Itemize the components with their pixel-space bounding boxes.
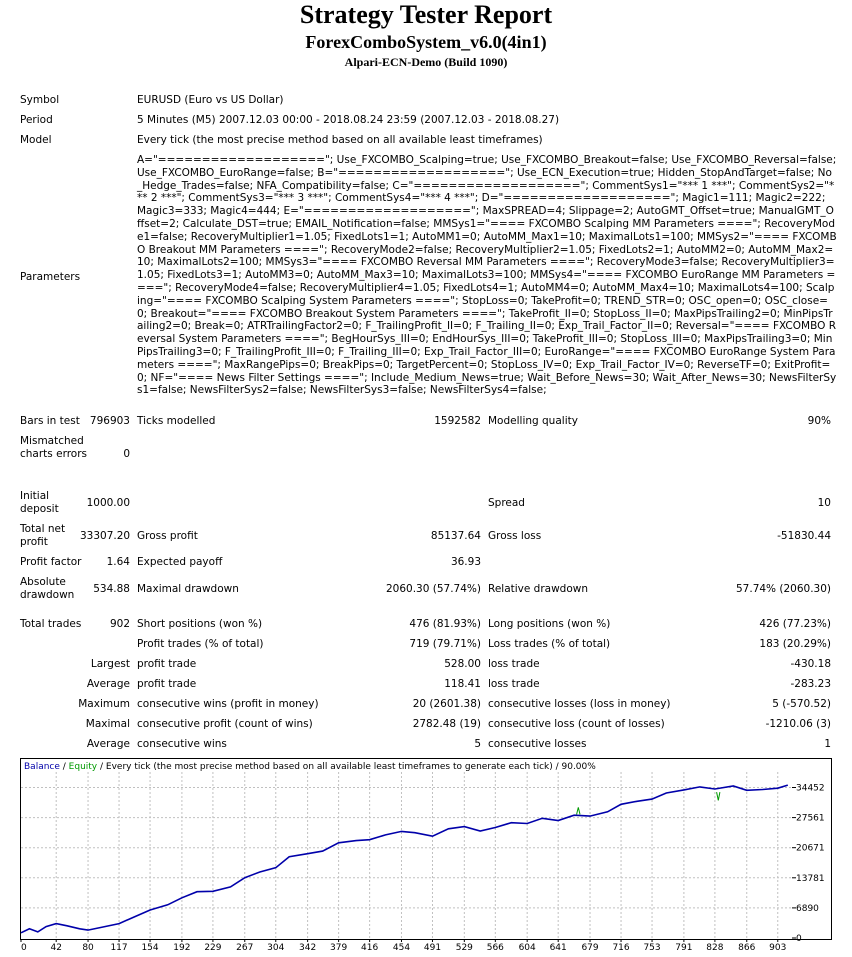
mismatch-value: 0 — [123, 448, 130, 460]
quality-value: 90% — [807, 415, 831, 427]
chart-legend — [24, 762, 596, 772]
deposit-value: 1000.00 — [86, 497, 130, 509]
x-tick-label: 267 — [236, 943, 254, 951]
symbol-value: EURUSD (Euro vs US Dollar) — [137, 94, 284, 106]
x-tick-label: 791 — [675, 943, 693, 951]
period-label: Period — [20, 114, 53, 126]
maxclc-label: consecutive loss (count of losses) — [488, 718, 665, 730]
x-tick-label: 716 — [612, 943, 630, 951]
x-tick-label: 192 — [173, 943, 191, 951]
chart-frame — [21, 759, 832, 940]
bars-value: 796903 — [89, 415, 130, 427]
model-label: Model — [20, 134, 52, 146]
x-tick-label: 0 — [21, 943, 27, 951]
x-tick-label: 379 — [330, 943, 348, 951]
absdd-value: 534.88 — [93, 583, 130, 595]
x-tick-label: 454 — [392, 943, 411, 951]
symbol-label: Symbol — [20, 94, 60, 106]
x-tick-label: 229 — [204, 943, 222, 951]
netprofit-value: 33307.20 — [80, 530, 131, 542]
short-value: 476 (81.93%) — [409, 618, 481, 630]
expert-name: ForexComboSystem_v6.0(4in1) — [305, 32, 547, 52]
maxcl-value: 5 (-570.52) — [772, 698, 831, 710]
x-tick-label: 42 — [50, 943, 62, 951]
grossloss-value: -51830.44 — [777, 530, 831, 542]
x-tick-label: 416 — [361, 943, 379, 951]
avgcw-value: 5 — [474, 738, 481, 750]
largest-profit-value: 528.00 — [444, 658, 481, 670]
grossloss-label: Gross loss — [488, 530, 542, 542]
x-tick-label: 529 — [455, 943, 473, 951]
avgcl-value: 1 — [824, 738, 831, 750]
x-tick-label: 604 — [518, 943, 536, 951]
server-name: Alpari-ECN-Demo (Build 1090) — [344, 55, 508, 69]
long-label: Long positions (won %) — [488, 618, 611, 630]
maxclc-value: -1210.06 (3) — [765, 718, 831, 730]
parameters-label: Parameters — [20, 271, 81, 283]
x-tick-label: 566 — [486, 943, 504, 951]
ticks-value: 1592582 — [434, 415, 481, 427]
spread-label: Spread — [488, 497, 525, 509]
x-tick-label: 304 — [267, 943, 285, 951]
average-loss-value: -283.23 — [790, 678, 831, 690]
spread-value: 10 — [817, 497, 831, 509]
x-tick-label: 154 — [141, 943, 159, 951]
reldd-value: 57.74% (2060.30) — [736, 583, 831, 595]
bars-label: Bars in test — [20, 415, 80, 427]
x-tick-label: 117 — [110, 943, 128, 951]
ep-label: Expected payoff — [137, 556, 223, 568]
x-tick-label: 342 — [299, 943, 317, 951]
largest-profit-label: profit trade — [137, 658, 197, 670]
maxcw-label: consecutive wins (profit in money) — [137, 698, 319, 710]
legend-balance: Balance — [24, 762, 60, 772]
ticks-label: Ticks modelled — [137, 415, 216, 427]
legend-rest: / Every tick (the most precise method based on all available least timeframes to generate each tick) / 90.00% — [97, 762, 596, 772]
maximum-label: Maximum — [78, 698, 130, 710]
x-tick-label: 641 — [549, 943, 567, 951]
deposit-label: Initial deposit — [20, 490, 59, 515]
model-value: Every tick (the most precise method based on all available least timeframes) — [137, 134, 543, 146]
ptrades-label: Profit trades (% of total) — [137, 638, 264, 650]
x-tick-label: 866 — [738, 943, 756, 951]
maxcp-value: 2782.48 (19) — [412, 718, 481, 730]
absdd-label: Absolute drawdown — [20, 576, 75, 601]
short-label: Short positions (won %) — [137, 618, 263, 630]
maxdd-value: 2060.30 (57.74%) — [386, 583, 481, 595]
pf-label: Profit factor — [20, 556, 82, 568]
trades-value: 902 — [109, 618, 130, 630]
y-tick-label: 34452 — [796, 783, 825, 794]
trades-label: Total trades — [20, 618, 82, 630]
x-tick-label: 828 — [706, 943, 724, 951]
x-tick-label: 80 — [82, 943, 94, 951]
long-value: 426 (77.23%) — [759, 618, 831, 630]
x-tick-label: 753 — [643, 943, 661, 951]
parameters-value: A="==================="; Use_FXCOMBO_Scalping=true; Use_FXCOMBO_Breakout=false; Use_FXCOMBO_Reversal=false; Use_FXCOMBO_EuroRange=false; B="==================="; Use_ECN_Execution=true; Hidden_StopAndTarget=false; No_Hedge_Trades=false; NFA_Compatibility=false; C="==================="; CommentSys1="*** 1 ***"; CommentSys2="*** 2 ***"; CommentSys3="*** 3 ***"; CommentSys4="*** 4 ***"; D="==================="; Magic1=111; Magic2=222; Magic3=333; Magic4=444; E="==================="; MaxSPREAD=4; Slippage=2; AutoGMT_Offset=true; ManualGMT_Offset=2; Calculate_DST=true; EMAIL_Notification=false; MMSys1="==== FXCOMBO Scalping MM Parameters ===="; RecoveryMode1=false; RecoveryMultiplier1=1.05; FixedLots1=1; AutoMM1=0; AutoMM_Max1=10; MaximalLots1=100; MMSys2="==== FXCOMBO Breakout MM Parameters ===="; RecoveryMode2=false; RecoveryMultiplier2=1.05; FixedLots2=1; AutoMM2=0; AutoMM_Max2=10; MaximalLots2=100; MMSys3="==== FXCOMBO Reversal MM Parameters ===="; RecoveryMode3=false; RecoveryMultiplier3=1.05; FixedLots3=1; AutoMM3=0; AutoMM_Max3=10; MaximalLots3=100; MMSys4="==== FXCOMBO EuroRange MM Parameters ===="; RecoveryMode4=false; RecoveryMultiplier4=1.05; FixedLots4=1; AutoMM4=0; AutoMM_Max4=10; MaximalLots4=100; Scalping="==== FXCOMBO Scalping System Parameters ===="; StopLoss=0; TakeProfit=0; TREND_STR=0; OSC_open=0; OSC_close=0; Breakout="==== FXCOMBO Breakout System Parameters ===="; TakeProfit_II=0; StopLoss_II=0; MaxPipsTrailing2=0; MinPipsTrailing2=0; Break=0; ATRTrailingFactor2=0; F_TrailingProfit_II=0; F_Trailing_II=0; Exp_Trail_Factor_II=0; Reversal="==== FXCOMBO Reversal System Parameters ===="; BegHourSys_III=0; EndHourSys_III=0; TakeProfit_III=0; StopLoss_III=0; MaxPipsTrailing3=0; MinPipsTrailing3=0; F_TrailingProfit_III=0; F_Trailing_III=0; Exp_Trail_Factor_III=0; EuroRange="==== FXCOMBO EuroRange System Parameters ===="; MaxRangePips=0; BreakPips=0; TargetPercent=0; StopLoss_IV=0; Exp_Trail_Factor_IV=0; ReverseTF=0; ExitProfit=0; NF="==== News Filter Settings ===="; Include_Medium_News=true; Wait_Before_News=30; Wait_After_News=30; NewsFilterSys1=false; NewsFilterSys2=false; NewsFilterSys3=false; NewsFilterSys4=false; — [137, 154, 837, 397]
avgcw-label: consecutive wins — [137, 738, 227, 750]
average-loss-label: loss trade — [488, 678, 540, 690]
ptrades-value: 719 (79.71%) — [409, 638, 481, 650]
x-tick-label: 903 — [769, 943, 787, 951]
netprofit-label: Total net profit — [20, 523, 66, 548]
mismatch-label: Mismatched charts errors — [20, 435, 87, 460]
y-tick-label: 20671 — [796, 843, 825, 854]
legend-equity: Equity — [68, 762, 98, 772]
y-tick-label: 13781 — [796, 873, 825, 884]
x-tick-label: 679 — [581, 943, 599, 951]
ltrades-value: 183 (20.29%) — [759, 638, 831, 650]
reldd-label: Relative drawdown — [488, 583, 589, 595]
maxcp-label: consecutive profit (count of wins) — [137, 718, 313, 730]
largest-loss-value: -430.18 — [790, 658, 831, 670]
avgcl-label: consecutive losses — [488, 738, 587, 750]
y-tick-label: 0 — [796, 934, 802, 944]
maxdd-label: Maximal drawdown — [137, 583, 239, 595]
maxcw-value: 20 (2601.38) — [412, 698, 481, 710]
y-tick-label: 27561 — [796, 813, 825, 824]
legend-sep: / — [59, 762, 69, 772]
grossprofit-value: 85137.64 — [430, 530, 481, 542]
balance-chart — [20, 758, 832, 951]
average-label: Average — [86, 678, 130, 690]
pf-value: 1.64 — [106, 556, 130, 568]
grossprofit-label: Gross profit — [137, 530, 198, 542]
largest-label: Largest — [90, 658, 130, 670]
average2-label: Average — [86, 738, 130, 750]
average-profit-label: profit trade — [137, 678, 197, 690]
report-title: Strategy Tester Report — [299, 0, 553, 29]
ep-value: 36.93 — [450, 556, 481, 568]
maxcl-label: consecutive losses (loss in money) — [488, 698, 671, 710]
period-value: 5 Minutes (M5) 2007.12.03 00:00 - 2018.08.24 23:59 (2007.12.03 - 2018.08.27) — [137, 114, 560, 126]
average-profit-value: 118.41 — [444, 678, 481, 690]
y-tick-label: 6890 — [796, 903, 819, 914]
x-tick-label: 491 — [423, 943, 442, 951]
maximal-label: Maximal — [85, 718, 130, 730]
quality-label: Modelling quality — [488, 415, 578, 427]
ltrades-label: Loss trades (% of total) — [488, 638, 611, 650]
largest-loss-label: loss trade — [488, 658, 540, 670]
